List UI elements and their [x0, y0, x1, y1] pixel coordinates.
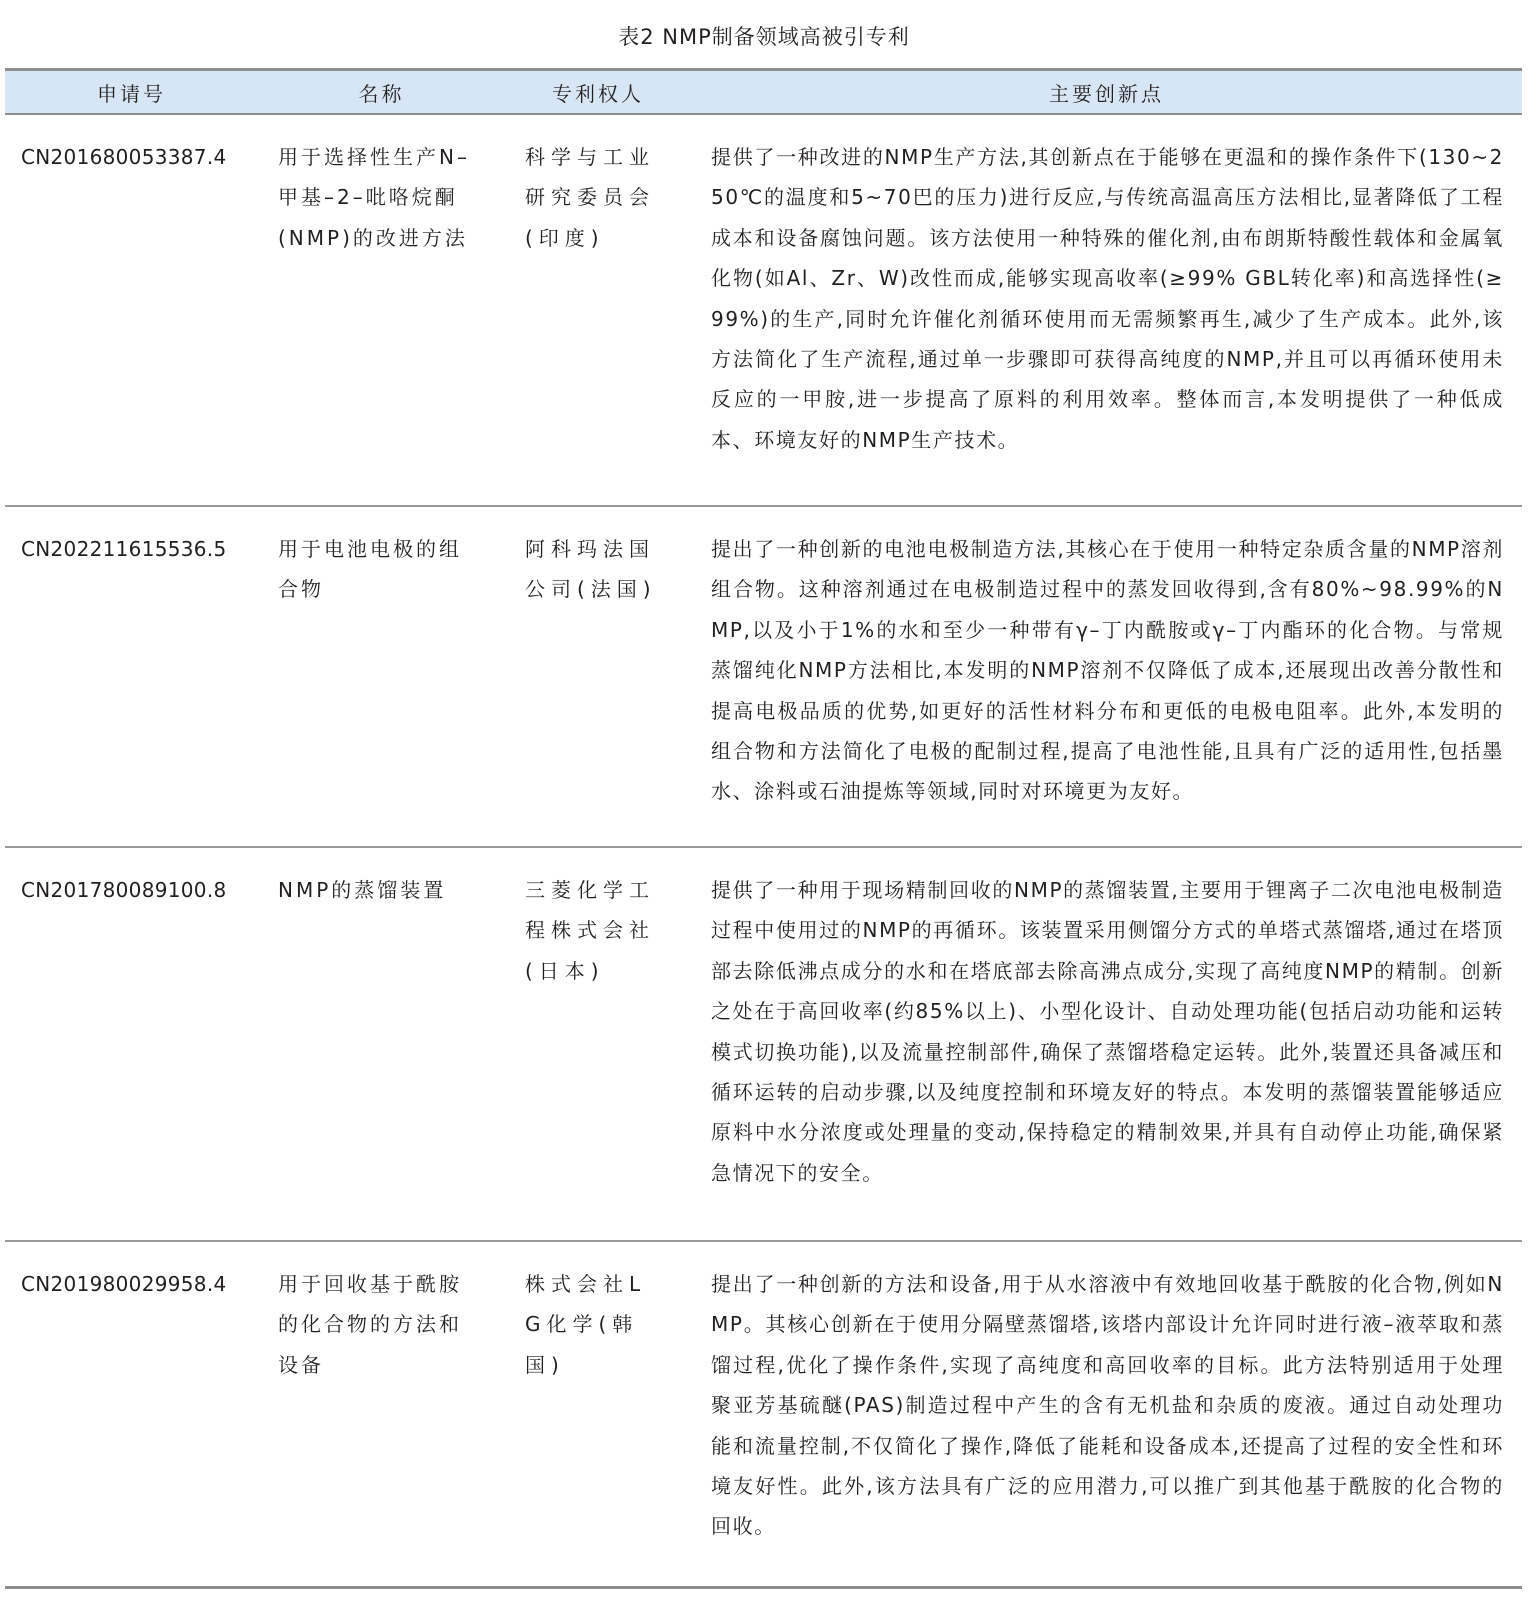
- header-row: [5, 70, 1522, 115]
- innovation-cell: 提供了一种用于现场精制回收的NMP的蒸馏装置,主要用于锂离子二次电池电极制造过程中使用过的NMP的再循环。该装置采用侧馏分方式的单塔式蒸馏塔,通过在塔顶部去除低沸点成分的水和在塔底部去除高沸点成分,实现了高纯度NMP的精制。创新之处在于高回收率(约85%以上)、小型化设计、自动处理功能(包括启动功能和运转模式切换功能),以及流量控制部件,确保了蒸馏塔稳定运转。此外,装置还具备减压和循环运转的启动步骤,以及纯度控制和环境友好的特点。本发明的蒸馏装置能够适应原料中水分浓度或处理量的变动,保持稳定的精制效果,并具有自动停止功能,确保紧急情况下的安全。: [691, 847, 1522, 1241]
- patent-name-cell: 用于电池电极的组合物: [258, 506, 505, 847]
- header-application-no: 申请号: [5, 70, 258, 115]
- innovation-cell: 提出了一种创新的方法和设备,用于从水溶液中有效地回收基于酰胺的化合物,例如NMP。其核心创新在于使用分隔壁蒸馏塔,该塔内部设计允许同时进行液–液萃取和蒸馏过程,优化了操作条件,实现了高纯度和高回收率的目标。此方法特别适用于处理聚亚芳基硫醚(PAS)制造过程中产生的含有无机盐和杂质的废液。通过自动处理功能和流量控制,不仅简化了操作,降低了能耗和设备成本,还提高了过程的安全性和环境友好性。此外,该方法具有广泛的应用潜力,可以推广到其他基于酰胺的化合物的回收。: [691, 1241, 1522, 1587]
- application-no-cell: CN202211615536.5: [5, 506, 258, 847]
- header-innovation: 主要创新点: [691, 70, 1522, 115]
- patent-owner-cell: 阿科玛法国公司(法国): [505, 506, 691, 847]
- header-owner: 专利权人: [505, 70, 691, 115]
- patent-name-cell: 用于回收基于酰胺的化合物的方法和设备: [258, 1241, 505, 1587]
- application-no-cell: CN201780089100.8: [5, 847, 258, 1241]
- innovation-cell: 提出了一种创新的电池电极制造方法,其核心在于使用一种特定杂质含量的NMP溶剂组合物。这种溶剂通过在电极制造过程中的蒸发回收得到,含有80%~98.99%的NMP,以及小于1%的水和至少一种带有γ–丁内酰胺或γ–丁内酯环的化合物。与常规蒸馏纯化NMP方法相比,本发明的NMP溶剂不仅降低了成本,还展现出改善分散性和提高电极品质的优势,如更好的活性材料分布和更低的电极电阻率。此外,本发明的组合物和方法简化了电极的配制过程,提高了电池性能,且具有广泛的适用性,包括墨水、涂料或石油提炼等领域,同时对环境更为友好。: [691, 506, 1522, 847]
- patent-owner-cell: 三菱化学工程株式会社(日本): [505, 847, 691, 1241]
- table-row: [5, 847, 1522, 1241]
- table-row: [5, 114, 1522, 506]
- innovation-cell: 提供了一种改进的NMP生产方法,其创新点在于能够在更温和的操作条件下(130~250℃的温度和5~70巴的压力)进行反应,与传统高温高压方法相比,显著降低了工程成本和设备腐蚀问题。该方法使用一种特殊的催化剂,由布朗斯特酸性载体和金属氧化物(如Al、Zr、W)改性而成,能够实现高收率(≥99% GBL转化率)和高选择性(≥99%)的生产,同时允许催化剂循环使用而无需频繁再生,减少了生产成本。此外,该方法简化了生产流程,通过单一步骤即可获得高纯度的NMP,并且可以再循环使用未反应的一甲胺,进一步提高了原料的利用效率。整体而言,本发明提供了一种低成本、环境友好的NMP生产技术。: [691, 114, 1522, 506]
- patent-name-cell: NMP的蒸馏装置: [258, 847, 505, 1241]
- table-row: [5, 1241, 1522, 1587]
- patent-owner-cell: 株式会社LG化学(韩国): [505, 1241, 691, 1587]
- application-no-cell: CN201680053387.4: [5, 114, 258, 506]
- patent-owner-cell: 科学与工业研究委员会(印度): [505, 114, 691, 506]
- application-no-cell: CN201980029958.4: [5, 1241, 258, 1587]
- table-row: [5, 506, 1522, 847]
- patent-name-cell: 用于选择性生产N–甲基–2–吡咯烷酮(NMP)的改进方法: [258, 114, 505, 506]
- patent-table: [5, 68, 1522, 1589]
- header-name: 名称: [258, 70, 505, 115]
- table-caption: 表2 NMP制备领域高被引专利: [618, 25, 910, 49]
